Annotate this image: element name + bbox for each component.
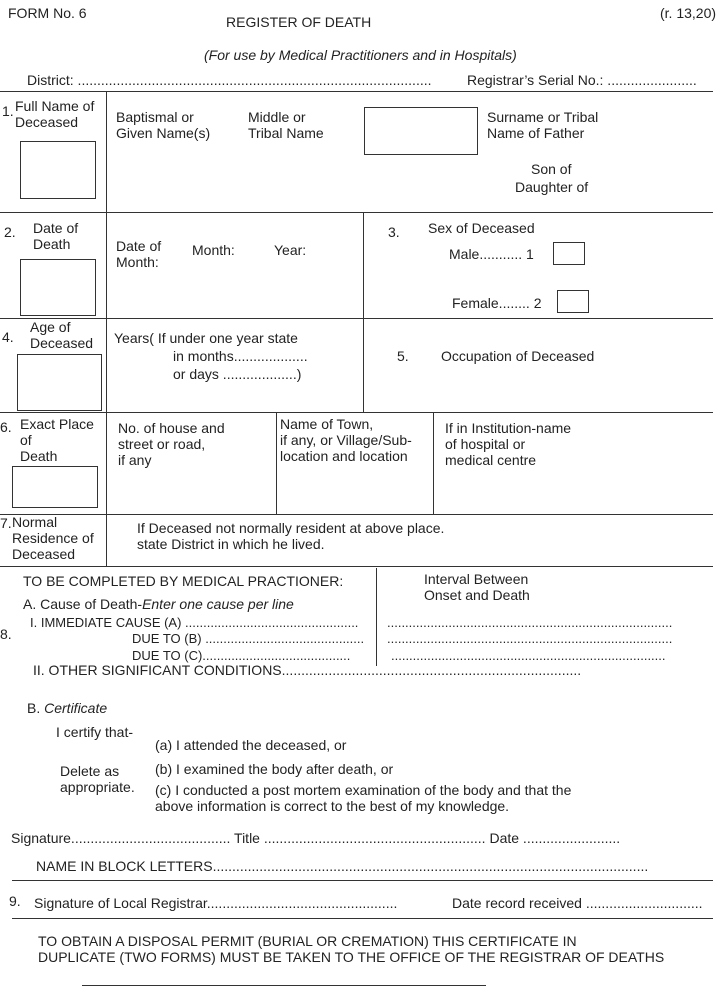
house-street-label: No. of house and street or road, if any — [118, 420, 225, 469]
section-2-3-divider — [363, 212, 364, 412]
medical-practitioner-heading: TO BE COMPLETED BY MEDICAL PRACTIONER: — [23, 573, 344, 589]
age-days-field[interactable]: or days ...................) — [173, 366, 302, 382]
female-checkbox[interactable] — [557, 290, 589, 313]
age-years-instruction: Years( If under one year state — [114, 330, 298, 346]
certify-option-a[interactable]: (a) I attended the deceased, or — [155, 737, 347, 753]
cause-of-death-instruction: Enter one cause per line — [142, 596, 294, 612]
rule-after-section-9 — [12, 918, 713, 919]
footer-rule — [82, 985, 486, 986]
certify-option-c[interactable]: (c) I conducted a post mortem examination of the body and that the above information is correct to the best of my knowledge. — [155, 782, 572, 815]
date-of-death-box[interactable] — [20, 259, 96, 316]
age-of-deceased-label: Age of Deceased — [30, 319, 94, 352]
rule-reference: (r. 13,20) — [660, 5, 717, 21]
institution-label: If in Institution-name of hospital or medical centre — [445, 420, 572, 469]
occupation-label: Occupation of Deceased — [441, 348, 595, 364]
daughter-of-label: Daughter of — [515, 179, 589, 195]
district-field[interactable]: District: ........................................................................................... — [27, 72, 432, 88]
form-number: FORM No. 6 — [8, 5, 87, 21]
name-input-box[interactable] — [364, 107, 478, 155]
date-of-death-label: Date of Death — [33, 220, 79, 253]
male-option-label: Male........... 1 — [449, 246, 534, 262]
section-3-number: 3. — [388, 224, 400, 240]
certificate-prefix: B. — [27, 700, 45, 716]
certificate-label: Certificate — [44, 700, 108, 716]
date-record-received-field[interactable]: Date record received .............................. — [452, 895, 703, 911]
interval-field-a[interactable]: ............................................................................... — [387, 615, 673, 630]
form-title: REGISTER OF DEATH — [226, 14, 372, 30]
age-box[interactable] — [17, 354, 102, 411]
section-7-number: 7. — [0, 515, 12, 531]
full-name-box[interactable] — [20, 141, 96, 199]
signature-title-date-line[interactable]: Signature......................................... Title ......................................................... Date ......................... — [11, 830, 621, 846]
interval-heading: Interval Between Onset and Death — [424, 571, 530, 604]
section-6-number: 6. — [0, 419, 12, 435]
registrar-serial-field[interactable]: Registrar’s Serial No.: ....................... — [467, 72, 697, 88]
normal-residence-label: Normal Residence of Deceased — [12, 514, 94, 563]
interval-field-c[interactable]: ............................................................................ — [391, 648, 666, 663]
due-to-c-field[interactable]: DUE TO (C)......................................... — [132, 648, 351, 663]
section-1-number: 1. — [2, 103, 14, 119]
section-9-number: 9. — [9, 893, 21, 909]
certificate-heading — [27, 700, 107, 716]
month-label: Month: — [192, 242, 235, 258]
age-months-field[interactable]: in months................... — [173, 348, 308, 364]
date-of-month-label: Date of Month: — [116, 238, 162, 271]
sex-of-deceased-label: Sex of Deceased — [428, 220, 535, 236]
section-6-divider-2 — [433, 412, 434, 514]
exact-place-label: Exact Place of Death — [20, 416, 94, 465]
form-subtitle: (For use by Medical Practitioners and in Hospitals) — [204, 47, 517, 63]
rule-before-section-9 — [12, 880, 713, 881]
label-column-divider — [106, 91, 107, 566]
i-certify-label: I certify that- — [56, 724, 134, 740]
section-8-number: 8. — [0, 626, 12, 642]
surname-label: Surname or Tribal Name of Father — [487, 109, 599, 142]
exact-place-box[interactable] — [12, 466, 98, 508]
section-5-number: 5. — [397, 348, 409, 364]
section-2-number: 2. — [4, 224, 16, 240]
section-6-divider-1 — [276, 412, 277, 514]
male-checkbox[interactable] — [553, 242, 585, 265]
town-village-label: Name of Town, if any, or Village/Sub- location and location — [280, 416, 412, 465]
full-name-label: Full Name of Deceased — [15, 98, 95, 131]
disposal-permit-notice: TO OBTAIN A DISPOSAL PERMIT (BURIAL OR CREMATION) THIS CERTIFICATE IN DUPLICATE (TWO FORMS) MUST BE TAKEN TO THE OFFICE OF THE REGISTRAR OF DEATHS — [38, 933, 665, 966]
section-4-number: 4. — [2, 329, 14, 345]
son-of-label: Son of — [531, 161, 572, 177]
delete-as-appropriate-note: Delete as appropriate. — [60, 763, 135, 796]
name-block-letters-field[interactable]: NAME IN BLOCK LETTERS................................................................................................................ — [36, 858, 649, 874]
female-option-label: Female........ 2 — [452, 295, 542, 311]
certify-option-b[interactable]: (b) I examined the body after death, or — [155, 761, 394, 777]
interval-column-divider — [376, 568, 377, 666]
middle-name-label: Middle or Tribal Name — [248, 109, 324, 142]
cause-of-death-prefix: A. Cause of Death- — [23, 596, 143, 612]
registrar-signature-field[interactable]: Signature of Local Registrar................................................. — [34, 895, 398, 911]
immediate-cause-field[interactable]: I. IMMEDIATE CAUSE (A) ................................................ — [30, 615, 359, 630]
baptismal-name-label: Baptismal or Given Name(s) — [116, 109, 211, 142]
residence-instruction: If Deceased not normally resident at above place. state District in which he lived. — [137, 520, 445, 553]
due-to-b-field[interactable]: DUE TO (B) ............................................ — [132, 631, 365, 646]
interval-field-b[interactable]: ............................................................................... — [387, 631, 673, 646]
rule-after-section-7 — [0, 566, 713, 567]
other-conditions-field[interactable]: II. OTHER SIGNIFICANT CONDITIONS............................................................................. — [33, 662, 582, 678]
cause-of-death-heading — [23, 596, 294, 612]
year-label: Year: — [274, 242, 307, 258]
